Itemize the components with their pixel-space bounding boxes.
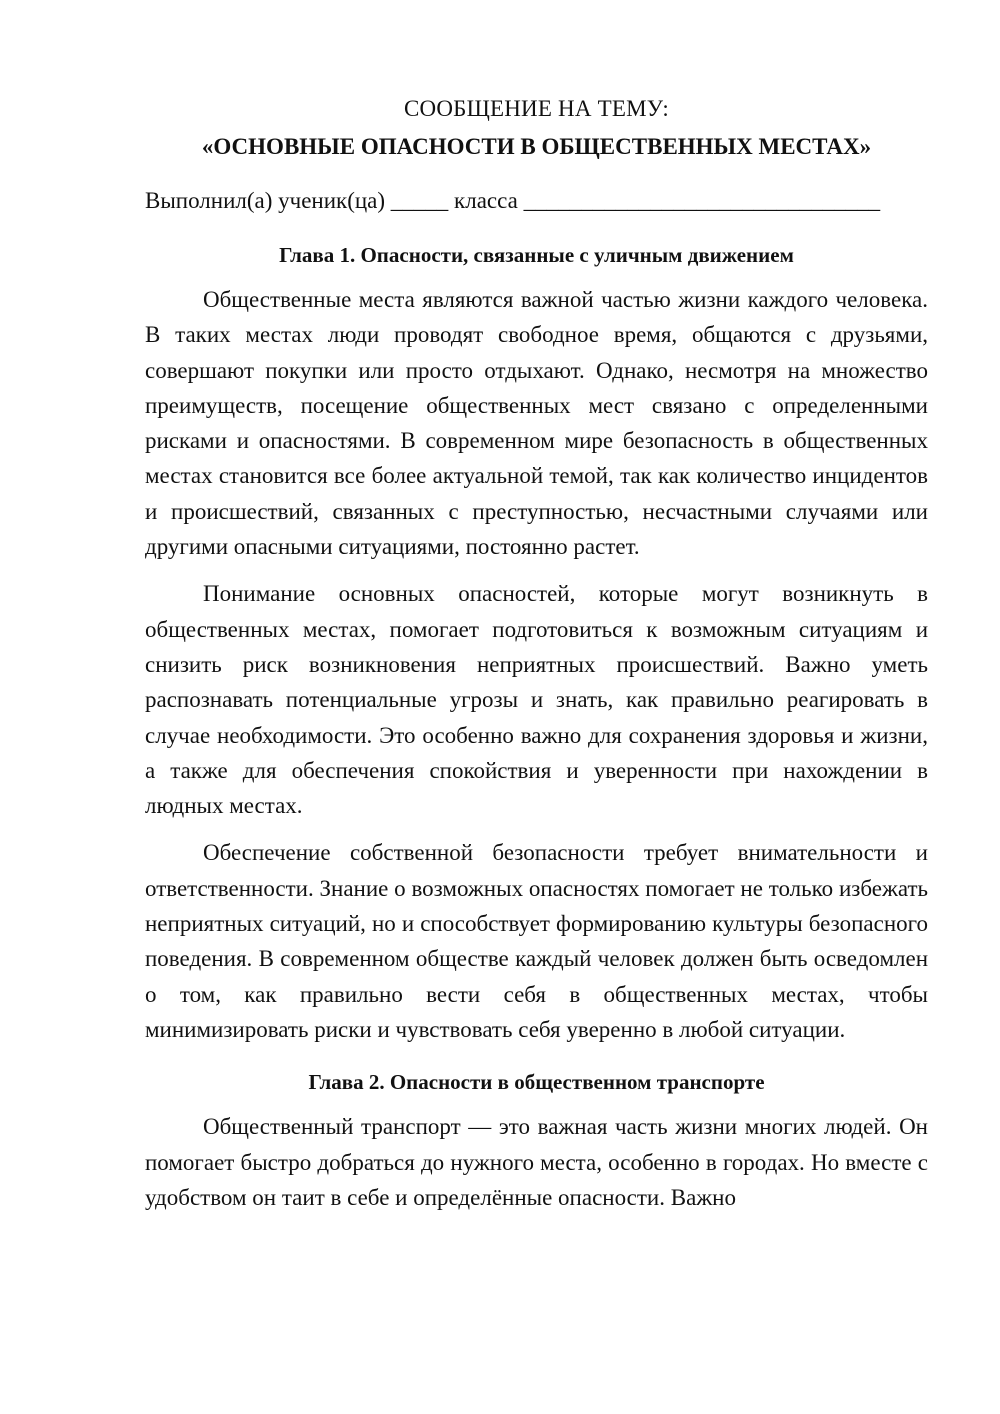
topic-label: СООБЩЕНИЕ НА ТЕМУ: (404, 96, 669, 121)
chapter-2-paragraph-1: Общественный транспорт — это важная часть жизни многих людей. Он помогает быстро добраться до нужного места, особенно в городах. Но вместе с удобством он таит в себе и определённые опасности. Важно (145, 1114, 928, 1210)
chapter-1-paragraph-1: Общественные места являются важной частью жизни каждого человека. В таких местах люди проводят свободное время, общаются с друзьями, совершают покупки или просто отдыхают. Однако, несмотря на множество преимуществ, посещение общественных мест связано с определенными рисками и опасностями. В современном мире безопасность в общественных местах становится все более актуальной темой, так как количество инцидентов и происшествий, связанных с преступностью, несчастными случаями или другими опасными ситуациями, постоянно растет. (145, 287, 928, 560)
chapter-1-paragraph-2: Понимание основных опасностей, которые могут возникнуть в общественных местах, помогает подготовиться к возможным ситуациям и снизить риск возникновения неприятных происшествий. Важно уметь распознавать потенциальные угрозы и знать, как правильно реагировать в случае необходимости. Это особенно важно для сохранения здоровья и жизни, а также для обеспечения спокойствия и уверенности при нахождении в людных местах. (145, 581, 928, 819)
author-line: Выполнил(а) ученик(ца) _____ класса _______________________________ (145, 188, 881, 213)
document-title: «ОСНОВНЫЕ ОПАСНОСТИ В ОБЩЕСТВЕННЫХ МЕСТАХ» (201, 134, 872, 159)
chapter-1-title: Глава 1. Опасности, связанные с уличным движением (279, 243, 794, 267)
chapter-1-paragraph-3: Обеспечение собственной безопасности требует внимательности и ответственности. Знание о возможных опасностях помогает не только избежать неприятных ситуаций, но и способствует формированию культуры безопасного поведения. В современном обществе каждый человек должен быть осведомлен о том, как правильно вести себя в общественных местах, чтобы минимизировать риски и чувствовать себя уверенно в любой ситуации. (145, 840, 928, 1042)
document-page (145, 92, 928, 1215)
chapter-2-title: Глава 2. Опасности в общественном транспорте (308, 1070, 765, 1095)
